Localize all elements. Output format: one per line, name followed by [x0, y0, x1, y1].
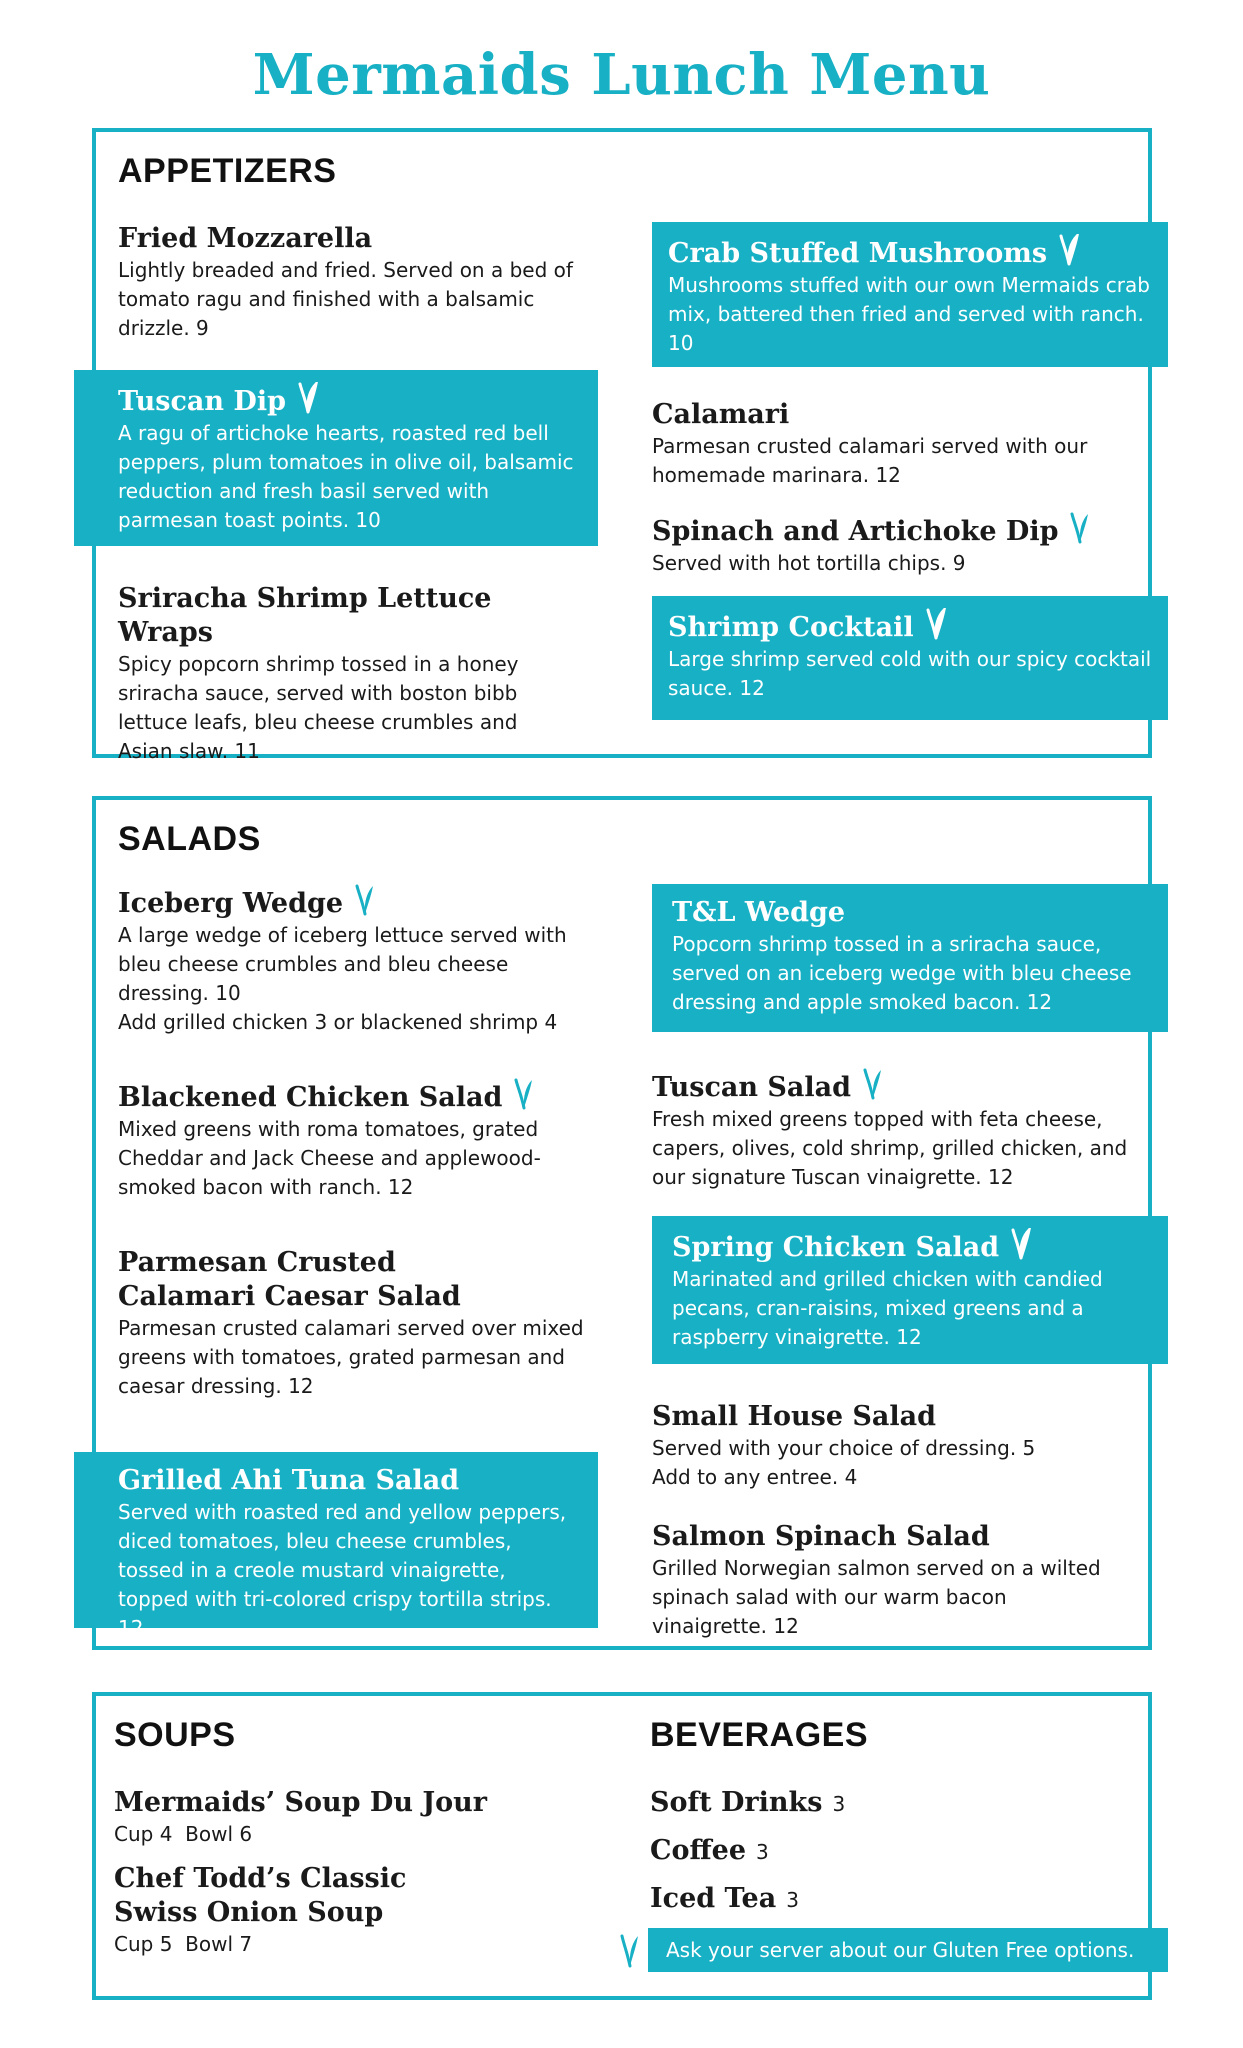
beverages-heading: BEVERAGES: [650, 1716, 868, 1754]
item-name-text: Spinach and Artichoke Dip: [652, 516, 1059, 547]
item-description: Marinated and grilled chicken with candied pecans, cran-raisins, mixed greens and a raspberry vinaigrette. 12: [672, 1267, 1103, 1349]
item-name: [652, 512, 1122, 549]
appetizers-heading: APPETIZERS: [118, 152, 337, 190]
item-name: [118, 382, 582, 419]
menu-item: [118, 582, 578, 766]
item-name: Chef Todd’s Classic Swiss Onion Soup: [114, 1863, 407, 1928]
menu-item-highlighted: [74, 370, 598, 546]
item-name-text: Shrimp Cocktail: [668, 612, 914, 643]
gluten-free-leaf-icon: [1057, 234, 1079, 266]
menu-item: [118, 1246, 598, 1401]
beverage-item: [650, 1834, 769, 1868]
item-description: Grilled Norwegian salmon served on a wilted spinach salad with our warm bacon vinaigrette. 12: [652, 1556, 1101, 1638]
item-price: 3: [832, 1792, 846, 1816]
menu-item: [114, 1786, 584, 1849]
menu-item: [652, 512, 1122, 578]
item-name: [668, 234, 1152, 271]
item-name: Calamari: [652, 399, 790, 430]
item-description: Spicy popcorn shrimp tossed in a honey sriracha sauce, served with boston bibb lettuce leafs, bleu cheese crumbles and Asian slaw. 11: [118, 652, 519, 763]
gluten-free-leaf-icon: [1068, 512, 1090, 544]
item-description: Mushrooms stuffed with our own Mermaids crab mix, battered then fried and served with ranch. 10: [668, 273, 1150, 355]
item-addon: Add grilled chicken 3 or blackened shrimp 4: [118, 1010, 558, 1034]
item-name: Salmon Spinach Salad: [652, 1521, 990, 1552]
gluten-free-leaf-icon: [861, 1068, 883, 1100]
item-description: Lightly breaded and fried. Served on a bed of tomato ragu and finished with a balsamic drizzle. 9: [118, 258, 573, 340]
gluten-free-leaf-icon: [353, 884, 375, 916]
item-name-text: Iceberg Wedge: [118, 888, 344, 919]
item-description: Served with hot tortilla chips. 9: [652, 551, 966, 575]
item-name-text: Tuscan Dip: [118, 386, 286, 417]
beverage-item: [650, 1882, 799, 1916]
salads-heading: SALADS: [118, 820, 261, 858]
item-price: 3: [786, 1888, 799, 1912]
gluten-free-leaf-icon: [618, 1934, 640, 1968]
item-name-text: Crab Stuffed Mushrooms: [668, 238, 1048, 269]
menu-item: [652, 1068, 1148, 1192]
item-description: Large shrimp served cold with our spicy cocktail sauce. 12: [668, 647, 1152, 700]
item-name: [672, 1228, 1152, 1265]
menu-item-highlighted: [652, 884, 1168, 1032]
menu-item: [652, 1400, 1122, 1492]
item-name: [652, 1068, 1148, 1105]
item-description: Parmesan crusted calamari served over mixed greens with tomatoes, grated parmesan and caesar dressing. 12: [118, 1316, 584, 1398]
menu-item-highlighted: [652, 222, 1168, 367]
item-description: Fresh mixed greens topped with feta cheese, capers, olives, cold shrimp, grilled chicken, and our signature Tuscan vinaigrette. 12: [652, 1107, 1128, 1189]
item-name-text: Tuscan Salad: [652, 1072, 852, 1103]
item-name: Soft Drinks: [650, 1787, 823, 1818]
menu-item: [118, 884, 588, 1037]
item-description: Mixed greens with roma tomatoes, grated Cheddar and Jack Cheese and applewood-smoked bacon with ranch. 12: [118, 1117, 541, 1199]
item-name: Coffee: [650, 1835, 747, 1866]
soups-heading: SOUPS: [114, 1716, 236, 1754]
item-name: [118, 884, 588, 921]
item-name-text: Blackened Chicken Salad: [118, 1082, 503, 1113]
item-name-text: Spring Chicken Salad: [672, 1232, 1000, 1263]
item-name: Small House Salad: [652, 1401, 937, 1432]
item-name: Iced Tea: [650, 1883, 777, 1914]
menu-item: [118, 1078, 558, 1202]
item-description: A large wedge of iceberg lettuce served with bleu cheese crumbles and bleu cheese dressing. 10: [118, 923, 567, 1005]
menu-item: [118, 222, 588, 343]
menu-item-highlighted: [652, 1216, 1168, 1364]
item-price: Cup 4 Bowl 6: [114, 1822, 253, 1846]
item-price: Cup 5 Bowl 7: [114, 1932, 253, 1956]
gluten-free-note: Ask your server about our Gluten Free options.: [648, 1928, 1168, 1972]
menu-item: [114, 1862, 494, 1959]
item-name: Grilled Ahi Tuna Salad: [118, 1465, 460, 1496]
beverage-item: [650, 1786, 845, 1820]
item-description: A ragu of artichoke hearts, roasted red bell peppers, plum tomatoes in olive oil, balsamic reduction and fresh basil served with parmesan toast points. 10: [118, 421, 574, 532]
item-description: Served with roasted red and yellow peppers, diced tomatoes, bleu cheese crumbles, tossed in a creole mustard vinaigrette, topped with tri-colored crispy tortilla strips. 12: [118, 1500, 567, 1640]
menu-item: [652, 398, 1102, 490]
gluten-free-leaf-icon: [296, 382, 318, 414]
item-name: Sriracha Shrimp Lettuce Wraps: [118, 583, 492, 648]
item-name: [668, 608, 1152, 645]
gluten-free-leaf-icon: [1009, 1228, 1031, 1260]
item-name: Parmesan Crusted Calamari Caesar Salad: [118, 1247, 461, 1312]
item-name: [118, 1078, 558, 1115]
gluten-free-leaf-icon: [512, 1078, 534, 1110]
item-description: Parmesan crusted calamari served with our homemade marinara. 12: [652, 434, 1088, 487]
item-name: Fried Mozzarella: [118, 223, 373, 254]
item-description: Served with your choice of dressing. 5: [652, 1436, 1036, 1460]
item-description: Popcorn shrimp tossed in a sriracha sauce, served on an iceberg wedge with bleu cheese dressing and apple smoked bacon. 12: [672, 932, 1132, 1014]
item-addon: Add to any entree. 4: [652, 1465, 858, 1489]
menu-title: Mermaids Lunch Menu: [252, 42, 991, 108]
menu-item: [652, 1520, 1122, 1641]
gluten-free-leaf-icon: [924, 608, 946, 640]
menu-item-highlighted: [74, 1452, 598, 1640]
menu-item-highlighted: [652, 596, 1168, 720]
item-name: Mermaids’ Soup Du Jour: [114, 1787, 487, 1818]
item-name: T&L Wedge: [672, 897, 846, 928]
item-price: 3: [756, 1840, 769, 1864]
